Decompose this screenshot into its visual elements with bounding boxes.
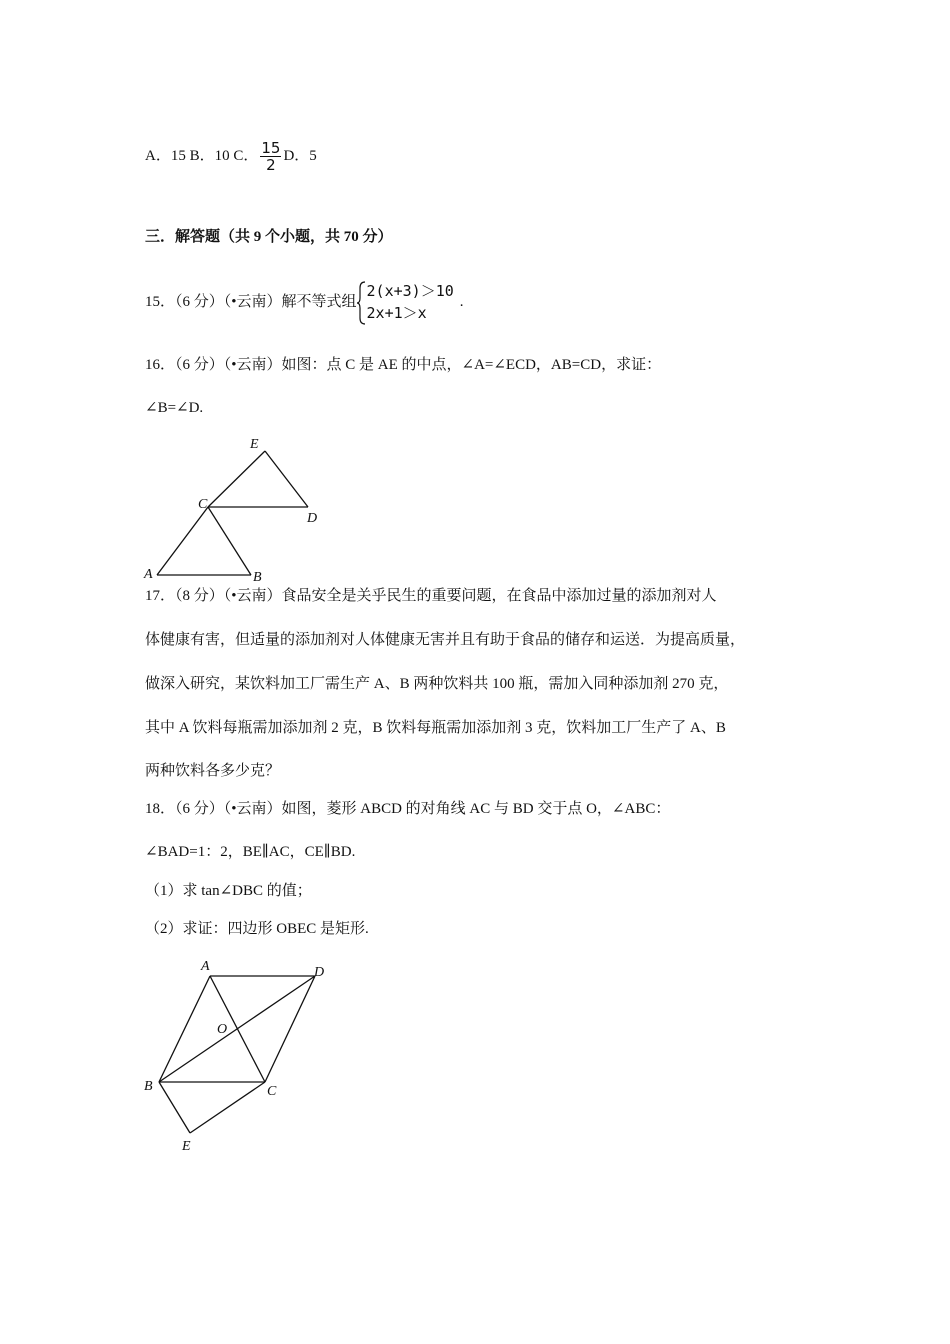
q14-option-d: D．5 bbox=[283, 147, 317, 164]
label-e: E bbox=[250, 437, 259, 452]
label-o: O bbox=[217, 1022, 228, 1037]
q17-line-5: 两种饮料各多少克？ bbox=[145, 763, 281, 779]
brace-icon bbox=[357, 280, 367, 326]
label-b: B bbox=[253, 570, 262, 585]
segment-be bbox=[159, 1082, 190, 1133]
q16-line-2: ∠B=∠D. bbox=[145, 400, 204, 416]
label-c: C bbox=[198, 497, 208, 512]
q14-options-abc: A．15 B．10 C． bbox=[145, 147, 259, 164]
q14-fraction bbox=[260, 140, 281, 173]
q15-prefix: 15．（6 分）（•云南）解不等式组 bbox=[145, 294, 357, 310]
q17-line-3: 做深入研究，某饮料加工厂需生产 A、B 两种饮料共 100 瓶，需加入同种添加剂 270 克， bbox=[145, 676, 729, 692]
label-d: D bbox=[307, 511, 318, 526]
label-a: A bbox=[201, 959, 210, 974]
q15 bbox=[145, 280, 464, 324]
q18-rhombus-figure bbox=[140, 955, 340, 1160]
segment-ed bbox=[265, 451, 308, 507]
inequality-2: 2x+1＞x bbox=[366, 304, 427, 322]
inequality-1: 2(x+3)＞10 bbox=[366, 282, 454, 300]
q14-options bbox=[145, 140, 317, 173]
q15-suffix: . bbox=[459, 294, 464, 310]
segment-ce bbox=[190, 1082, 265, 1133]
q18-part-2: （2）求证：四边形 OBEC 是矩形. bbox=[145, 921, 369, 937]
fraction-numerator: 15 bbox=[261, 139, 281, 157]
q17-line-1: 17．（8 分）（•云南）食品安全是关乎民生的重要问题，在食品中添加过量的添加剂对人 bbox=[145, 588, 717, 604]
label-c: C bbox=[267, 1084, 277, 1099]
segment-dc bbox=[265, 976, 315, 1082]
label-e: E bbox=[182, 1139, 191, 1154]
q16-triangle-figure bbox=[140, 430, 330, 590]
label-b: B bbox=[144, 1079, 153, 1094]
label-d: D bbox=[314, 965, 325, 980]
fraction-denominator: 2 bbox=[266, 156, 276, 174]
q18-line-2: ∠BAD=1：2，BE∥AC，CE∥BD. bbox=[145, 844, 356, 860]
segment-bc bbox=[208, 507, 251, 575]
inequality-system bbox=[357, 280, 454, 324]
q16-line-1: 16．（6 分）（•云南）如图：点 C 是 AE 的中点，∠A=∠ECD，AB=CD，求证： bbox=[145, 357, 662, 373]
segment-ac bbox=[157, 507, 208, 575]
q17-line-2: 体健康有害，但适量的添加剂对人体健康无害并且有助于食品的储存和运送．为提高质量， bbox=[145, 632, 746, 648]
segment-ab bbox=[159, 976, 210, 1082]
q18-line-1: 18．（6 分）（•云南）如图，菱形 ABCD 的对角线 AC 与 BD 交于点 O，∠ABC： bbox=[145, 801, 671, 817]
label-a: A bbox=[144, 567, 153, 582]
q17-line-4: 其中 A 饮料每瓶需加添加剂 2 克，B 饮料每瓶需加添加剂 3 克，饮料加工厂生产了 A、B bbox=[145, 720, 726, 736]
section-heading: 三．解答题（共 9 个小题，共 70 分） bbox=[145, 229, 393, 245]
segment-ce bbox=[208, 451, 265, 507]
diagonal-bd bbox=[159, 976, 315, 1082]
q18-part-1: （1）求 tan∠DBC 的值； bbox=[145, 883, 312, 899]
